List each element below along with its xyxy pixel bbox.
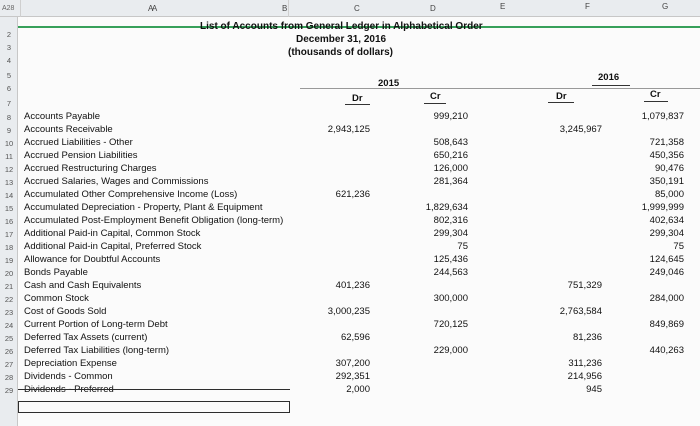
row-header-bar [0,17,18,426]
year-header-2016: 2016 [598,72,620,83]
year-header-2015: 2015 [378,78,400,89]
account-name[interactable]: Accumulated Depreciation - Property, Plant & Equipment [24,202,263,213]
debit-2016[interactable]: 3,245,967 [559,124,602,135]
row-number[interactable]: 10 [4,139,14,148]
name-box[interactable]: A28 [2,5,15,12]
account-name[interactable]: Accounts Payable [24,111,101,122]
row-number[interactable]: 8 [6,113,12,122]
account-name[interactable]: Depreciation Expense [24,358,117,369]
credit-2016[interactable]: 85,000 [654,189,684,200]
row-number[interactable]: 20 [4,269,14,278]
account-name[interactable]: Current Portion of Long-term Debt [24,319,168,330]
account-name[interactable]: Additional Paid-in Capital, Preferred Stock [24,241,202,252]
debit-2016[interactable]: 945 [586,384,602,395]
credit-2016[interactable]: 350,191 [649,176,684,187]
column-header-e[interactable]: E [500,2,506,11]
selected-cell[interactable] [18,401,290,413]
row-number[interactable]: 25 [4,334,14,343]
row-number[interactable]: 17 [4,230,14,239]
credit-2016[interactable]: 721,358 [649,137,684,148]
credit-2015[interactable]: 720,125 [433,319,468,330]
credit-2015[interactable]: 281,364 [433,176,468,187]
row-number[interactable]: 26 [4,347,14,356]
credit-2015[interactable]: 125,436 [433,254,468,265]
account-name[interactable]: Accrued Salaries, Wages and Commissions [24,176,209,187]
header-divider [300,88,700,89]
account-name[interactable]: Cost of Goods Sold [24,306,107,317]
account-name[interactable]: Accrued Liabilities - Other [24,137,133,148]
debit-2015[interactable]: 401,236 [335,280,370,291]
row-number[interactable]: 5 [6,71,12,80]
column-header-g[interactable]: G [662,2,669,11]
row-number[interactable]: 13 [4,178,14,187]
debit-2016[interactable]: 214,956 [567,371,602,382]
debit-2015[interactable]: 2,943,125 [327,124,370,135]
credit-2016[interactable]: 1,999,999 [641,202,684,213]
row-number[interactable]: 21 [4,282,14,291]
account-name[interactable]: Deferred Tax Liabilities (long-term) [24,345,170,356]
credit-2016[interactable]: 90,476 [654,163,684,174]
credit-2015[interactable]: 508,643 [433,137,468,148]
column-header-b[interactable]: B [282,4,288,13]
row-number[interactable]: 27 [4,360,14,369]
row-number[interactable]: 2 [6,30,12,39]
debit-2015[interactable]: 2,000 [346,384,370,395]
row-number[interactable]: 24 [4,321,14,330]
account-name[interactable]: Accumulated Other Comprehensive Income (Loss) [24,189,238,200]
credit-2015[interactable]: 1,829,634 [425,202,468,213]
account-name[interactable]: Common Stock [24,293,89,304]
row-number[interactable]: 4 [6,56,12,65]
row-number[interactable]: 29 [4,386,14,395]
row-number[interactable]: 15 [4,204,14,213]
row-number[interactable]: 14 [4,191,14,200]
account-name[interactable]: Additional Paid-in Capital, Common Stock [24,228,201,239]
credit-2016[interactable]: 1,079,837 [641,111,684,122]
row-number[interactable]: 28 [4,373,14,382]
column-header-a-label[interactable]: A [148,4,154,13]
credit-2016[interactable]: 75 [673,241,684,252]
debit-2016[interactable]: 81,236 [572,332,602,343]
credit-2015[interactable]: 802,316 [433,215,468,226]
debit-2015[interactable]: 62,596 [340,332,370,343]
credit-2016[interactable]: 849,869 [649,319,684,330]
row-number[interactable]: 6 [6,84,12,93]
column-header-c[interactable]: C [354,4,360,13]
row-number[interactable]: 23 [4,308,14,317]
cr-2015-header: Cr [430,91,441,102]
credit-2016[interactable]: 450,356 [649,150,684,161]
cell-border [18,389,290,390]
credit-2015[interactable]: 75 [457,241,468,252]
row-number[interactable]: 3 [6,43,12,52]
report-date: December 31, 2016 [296,34,387,45]
dr-2016-header: Dr [556,91,567,102]
column-header-a[interactable]: A [20,0,288,17]
debit-2016[interactable]: 2,763,584 [559,306,602,317]
column-header-f[interactable]: F [585,2,590,11]
account-name[interactable]: Bonds Payable [24,267,88,278]
credit-2016[interactable]: 402,634 [649,215,684,226]
row-number[interactable]: 12 [4,165,14,174]
debit-2015[interactable]: 621,236 [335,189,370,200]
credit-2015[interactable]: 999,210 [433,111,468,122]
row-number[interactable]: 11 [5,152,13,161]
account-name[interactable]: Allowance for Doubtful Accounts [24,254,161,265]
row-number[interactable]: 9 [6,126,12,135]
credit-2016[interactable]: 440,263 [649,345,684,356]
credit-2016[interactable]: 284,000 [649,293,684,304]
credit-2015[interactable]: 650,216 [433,150,468,161]
credit-2015[interactable]: 244,563 [433,267,468,278]
credit-2015[interactable]: 300,000 [433,293,468,304]
row-number[interactable]: 16 [4,217,14,226]
credit-2015[interactable]: 126,000 [433,163,468,174]
row-number[interactable]: 7 [6,99,12,108]
row-number[interactable]: 19 [4,256,14,265]
credit-2016[interactable]: 299,304 [649,228,684,239]
cr-2016-header: Cr [650,89,661,100]
account-name[interactable]: Accrued Pension Liabilities [24,150,138,161]
debit-2016[interactable]: 751,329 [567,280,602,291]
account-name[interactable]: Accumulated Post-Employment Benefit Obligation (long-term) [24,215,284,226]
report-units: (thousands of dollars) [288,47,393,58]
row-number[interactable]: 22 [4,295,14,304]
dr-2015-header: Dr [352,93,363,104]
account-name[interactable]: Accounts Receivable [24,124,113,135]
account-name[interactable]: Accrued Restructuring Charges [24,163,157,174]
account-name[interactable] [24,384,114,396]
account-name[interactable]: Deferred Tax Assets (current) [24,332,148,343]
column-header-d[interactable]: D [430,4,436,13]
account-name[interactable]: Dividends - Common [24,371,113,382]
debit-2016[interactable]: 311,236 [568,358,602,369]
credit-2015[interactable]: 229,000 [433,345,468,356]
debit-2015[interactable]: 3,000,235 [327,306,370,317]
account-name[interactable]: Cash and Cash Equivalents [24,280,142,291]
debit-2015[interactable]: 292,351 [335,371,370,382]
debit-2015[interactable]: 307,200 [335,358,370,369]
row-number[interactable]: 18 [4,243,14,252]
credit-2015[interactable]: 299,304 [433,228,468,239]
report-title: List of Accounts from General Ledger in Alphabetical Order [200,21,483,32]
credit-2016[interactable]: 249,046 [649,267,684,278]
credit-2016[interactable]: 124,645 [649,254,684,265]
column-header-bar [0,0,700,17]
